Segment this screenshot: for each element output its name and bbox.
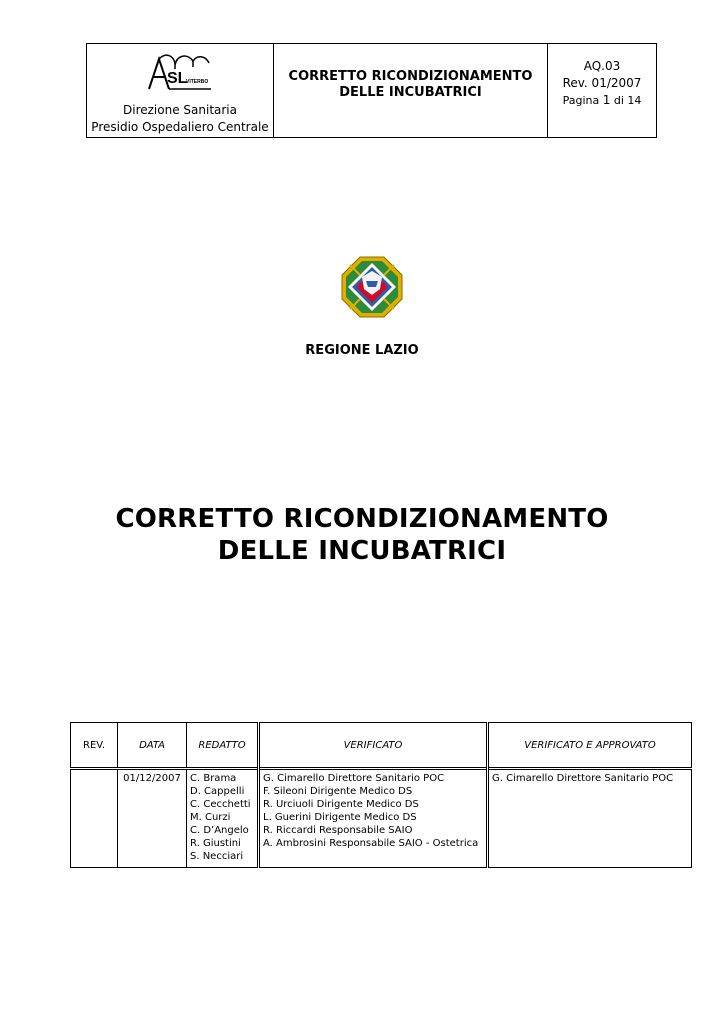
page-number: 1 <box>602 93 611 107</box>
author-name: S. Necciari <box>190 851 244 862</box>
doc-code: AQ.03 <box>583 59 621 73</box>
document-title-line2: DELLE INCUBATRICI <box>217 536 507 566</box>
author-name: C. D’Angelo <box>190 825 249 836</box>
document-title <box>0 503 724 567</box>
header-code-cell <box>548 44 657 138</box>
asl-logo <box>87 44 273 102</box>
document-title-line1: CORRETTO RICONDIZIONAMENTO <box>115 504 609 534</box>
verifier-name: R. Urciuoli Dirigente Medico DS <box>263 799 419 810</box>
col-header-verificato: VERIFICATO <box>259 723 488 769</box>
col-header-approvato: VERIFICATO E APPROVATO <box>488 723 692 769</box>
col-header-data: DATA <box>118 723 187 769</box>
cell-rev <box>71 769 118 868</box>
approver-name: G. Cimarello Direttore Sanitario POC <box>492 773 674 784</box>
region-name: REGIONE LAZIO <box>305 343 419 358</box>
author-name: M. Curzi <box>190 812 231 823</box>
verifier-name: G. Cimarello Direttore Sanitario POC <box>263 773 445 784</box>
revision-table <box>70 722 692 868</box>
table-row <box>71 769 692 868</box>
cell-approvato <box>488 769 692 868</box>
document-header <box>86 43 657 138</box>
author-name: D. Cappelli <box>190 786 245 797</box>
header-title-cell <box>274 44 548 138</box>
cell-redatto <box>187 769 259 868</box>
header-title-line1: CORRETTO RICONDIZIONAMENTO <box>288 68 533 84</box>
svg-text:SL: SL <box>167 70 188 87</box>
author-name: C. Cecchetti <box>190 799 251 810</box>
author-name: C. Brama <box>190 773 237 784</box>
page-of: di <box>613 94 624 107</box>
page-total: 14 <box>627 94 642 107</box>
cell-verificato <box>259 769 488 868</box>
cell-date: 01/12/2007 <box>118 769 187 868</box>
doc-revision: Rev. 01/2007 <box>562 76 642 90</box>
page-indicator <box>548 92 656 109</box>
page-label: Pagina <box>562 94 600 107</box>
revision-table-header <box>71 723 692 769</box>
org-hospital: Presidio Ospedaliero Centrale <box>91 120 269 134</box>
verifier-name: F. Sileoni Dirigente Medico DS <box>263 786 413 797</box>
svg-text:VITERBO: VITERBO <box>186 79 209 85</box>
col-header-redatto: REDATTO <box>187 723 259 769</box>
org-direction: Direzione Sanitaria <box>123 103 237 117</box>
regione-lazio-crest <box>340 255 404 323</box>
header-title-line2: DELLE INCUBATRICI <box>339 84 482 100</box>
header-org-cell <box>87 44 274 138</box>
verifier-name: L. Guerini Dirigente Medico DS <box>263 812 417 823</box>
verifier-name: R. Riccardi Responsabile SAIO <box>263 825 413 836</box>
author-name: R. Giustini <box>190 838 241 849</box>
verifier-name: A. Ambrosini Responsabile SAIO - Ostetrica <box>263 838 479 849</box>
col-header-rev: REV. <box>71 723 118 769</box>
